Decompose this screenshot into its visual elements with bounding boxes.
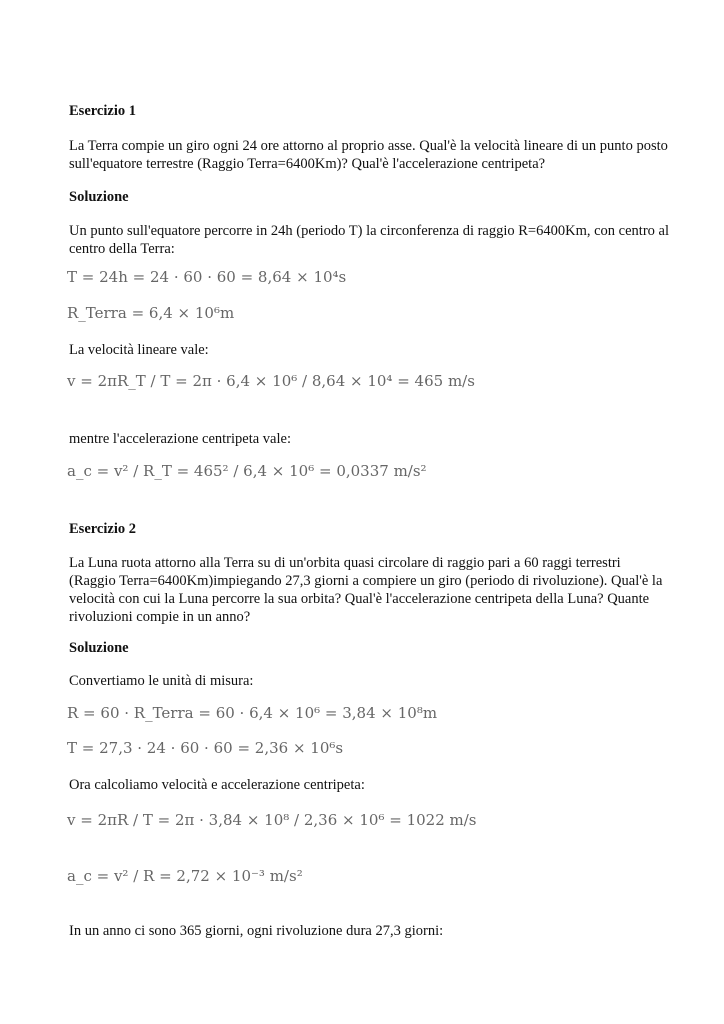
solution-1-intro: Un punto sull'equatore percorre in 24h (periodo T) la circonferenza di raggio R=6400Km, con centro al centro della Terra: bbox=[69, 223, 669, 257]
equation-velocity-1 bbox=[67, 372, 475, 390]
exercise-2-text: La Luna ruota attorno alla Terra su di un'orbita quasi circolare di raggio pari a 60 raggi terrestri (Raggio Terra=6400Km)impiegando 27,3 giorni a compiere un giro (periodo di rivoluzione). Qual'è la velocità con cui la Luna percorre la sua orbita? Qual'è l'accelerazione centripeta della Luna? Quante rivoluzioni compie in un anno? bbox=[69, 555, 663, 625]
equation-text: R = 60 · R_Terra = 60 · 6,4 × 10⁶ = 3,84 × 10⁸m bbox=[67, 704, 438, 722]
equation-text: a_c = v² / R = 2,72 × 10⁻³ m/s² bbox=[67, 867, 303, 885]
equation-text: v = 2πR / T = 2π · 3,84 × 10⁸ / 2,36 × 10⁶ = 1022 m/s bbox=[67, 811, 477, 829]
equation-period-2 bbox=[67, 739, 343, 757]
equation-text: v = 2πR_T / T = 2π · 6,4 × 10⁶ / 8,64 × 10⁴ = 465 m/s bbox=[67, 372, 475, 390]
equation-radius-2 bbox=[67, 704, 437, 722]
year-text-2: In un anno ci sono 365 giorni, ogni rivoluzione dura 27,3 giorni: bbox=[69, 923, 444, 939]
velocity-label-1: La velocità lineare vale: bbox=[69, 342, 209, 358]
equation-acceleration-1 bbox=[67, 462, 427, 480]
exercise-1-text: La Terra compie un giro ogni 24 ore attorno al proprio asse. Qual'è la velocità lineare di un punto posto sull'equatore terrestre (Raggio Terra=6400Km)? Qual'è l'accelerazione centripeta? bbox=[69, 138, 668, 172]
units-label-2: Convertiamo le unità di misura: bbox=[69, 673, 254, 689]
calc-label-2: Ora calcoliamo velocità e accelerazione centripeta: bbox=[69, 777, 365, 793]
solution-1-title: Soluzione bbox=[69, 189, 129, 205]
equation-period-1 bbox=[67, 268, 346, 286]
acceleration-label-1: mentre l'accelerazione centripeta vale: bbox=[69, 431, 291, 447]
exercise-1-title: Esercizio 1 bbox=[69, 103, 136, 119]
equation-text: R_Terra = 6,4 × 10⁶m bbox=[67, 304, 235, 322]
exercise-2-title: Esercizio 2 bbox=[69, 521, 136, 537]
equation-radius-1 bbox=[67, 304, 234, 322]
equation-text: a_c = v² / R_T = 465² / 6,4 × 10⁶ = 0,0337 m/s² bbox=[67, 462, 427, 480]
equation-velocity-2 bbox=[67, 811, 477, 829]
equation-text: T = 24h = 24 · 60 · 60 = 8,64 × 10⁴s bbox=[67, 268, 347, 286]
solution-2-title: Soluzione bbox=[69, 640, 129, 656]
equation-text: T = 27,3 · 24 · 60 · 60 = 2,36 × 10⁶s bbox=[67, 739, 344, 757]
equation-acceleration-2 bbox=[67, 867, 303, 885]
